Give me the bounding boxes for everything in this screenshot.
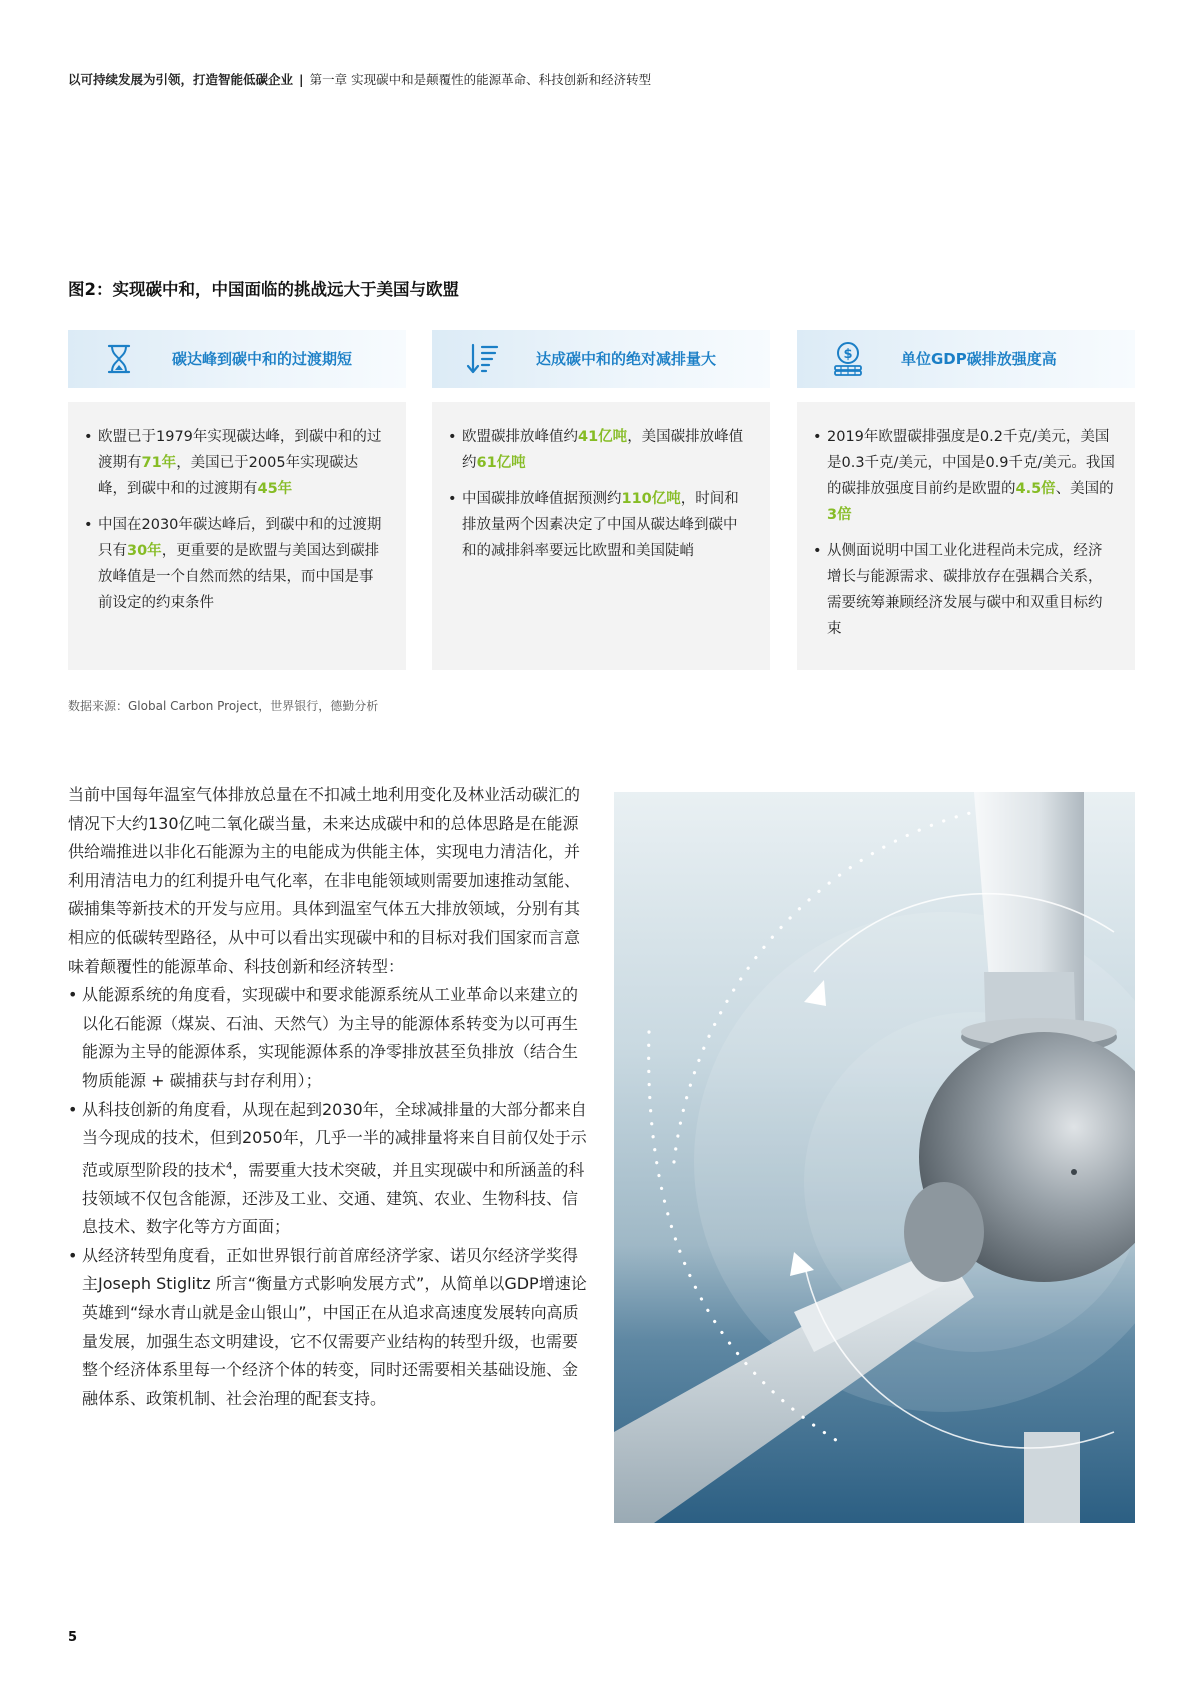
column-heading: 碳达峰到碳中和的过渡期短 [172,350,353,368]
wind-turbine-photo [614,792,1135,1523]
list-item: • 中国在2030年碳达峰后，到碳中和的过渡期只有30年，更重要的是欧盟与美国达到碳排放峰值是一个自然而然的结果，而中国是事前设定的约束条件 [82,512,386,616]
bullet-list [811,424,1115,642]
running-header [68,70,651,88]
column-header [68,330,406,388]
list-item: • 从能源系统的角度看，实现碳中和要求能源系统从工业革命以来建立的以化石能源（煤炭、石油、天然气）为主导的能源体系转变为以可再生能源为主导的能源体系，实现能源体系的净零排放甚至负排放（结合生物质能源 + 碳捕获与封存利用）； [68,981,588,1095]
intro-paragraph: 当前中国每年温室气体排放总量在不扣减土地利用变化及林业活动碳汇的情况下大约130亿吨二氧化碳当量，未来达成碳中和的总体思路是在能源供给端推进以非化石能源为主的电能成为供能主体，实现电力清洁化，并利用清洁电力的红利提升电气化率，在非电能领域则需要加速推动氢能、碳捕集等新技术的开发与应用。具体到温室气体五大排放领域，分别有其相应的低碳转型路径，从中可以看出实现碳中和的目标对我们国家而言意味着颠覆性的能源革命、科技创新和经济转型： [68,785,581,976]
hourglass-icon [100,340,138,378]
list-item: • 中国碳排放峰值据预测约110亿吨，时间和排放量两个因素决定了中国从碳达峰到碳中和的减排斜率要远比欧盟和美国陡峭 [446,486,750,564]
list-item: • 欧盟碳排放峰值约41亿吨，美国碳排放峰值约61亿吨 [446,424,750,476]
dollar-coins-icon [829,340,867,378]
list-item: • 从科技创新的角度看，从现在起到2030年，全球减排量的大部分都来自当今现成的技术，但到2050年，几乎一半的减排量将来自目前仅处于示范或原型阶段的技术$^4$，需要重大技术突破，并且实现碳中和所涵盖的科技领域不仅包含能源，还涉及工业、交通、建筑、农业、生物科技、信息技术、数字化等方方面面； [68,1096,588,1242]
bullet-list [82,424,386,616]
body-text [68,781,588,1413]
column-body [797,402,1135,670]
report-title: 以可持续发展为引领，打造智能低碳企业 [68,72,294,87]
column-header [797,330,1135,388]
column-heading: 单位GDP碳排放强度高 [901,350,1057,368]
figure-source: 数据来源：Global Carbon Project，世界银行，德勤分析 [68,699,379,713]
footnote-ref: 4 [226,1160,233,1172]
chapter-title: 第一章 实现碳中和是颠覆性的能源革命、科技创新和经济转型 [309,72,652,87]
page-number: 5 [68,1630,78,1645]
column-body [68,402,406,670]
body-bullet-list [68,981,588,1413]
bullet-list [446,424,750,564]
figure-title: 图2：实现碳中和，中国面临的挑战远大于美国与欧盟 [68,280,459,299]
column-body [432,402,770,670]
list-item: • 从经济转型角度看，正如世界银行前首席经济学家、诺贝尔经济学奖得主Joseph Stiglitz 所言“衡量方式影响发展方式”，从简单以GDP增速论英雄到“绿水青山就是金山银山”，中国正在从追求高速度发展转向高质量发展，加强生态文明建设，它不仅需要产业结构的转型升级，也需要整个经济体系里每一个经济个体的转变，同时还需要相关基础设施、金融体系、政策机制、社会治理的配套支持。 [68,1242,588,1414]
figure-column-3 [797,330,1135,670]
list-item: • 欧盟已于1979年实现碳达峰，到碳中和的过渡期有71年，美国已于2005年实现碳达峰，到碳中和的过渡期有45年 [82,424,386,502]
svg-text:$: $ [843,347,853,362]
list-item: • 从侧面说明中国工业化进程尚未完成，经济增长与能源需求、碳排放存在强耦合关系，需要统筹兼顾经济发展与碳中和双重目标约束 [811,538,1115,642]
column-heading: 达成碳中和的绝对减排量大 [536,350,717,368]
header-separator: | [299,72,304,87]
descending-list-icon [464,340,502,378]
list-item: • 2019年欧盟碳排强度是0.2千克/美元，美国是0.3千克/美元，中国是0.9千克/美元。我国的碳排放强度目前约是欧盟的4.5倍、美国的3倍 [811,424,1115,528]
figure-column-1 [68,330,406,670]
column-header [432,330,770,388]
figure-column-2 [432,330,770,670]
